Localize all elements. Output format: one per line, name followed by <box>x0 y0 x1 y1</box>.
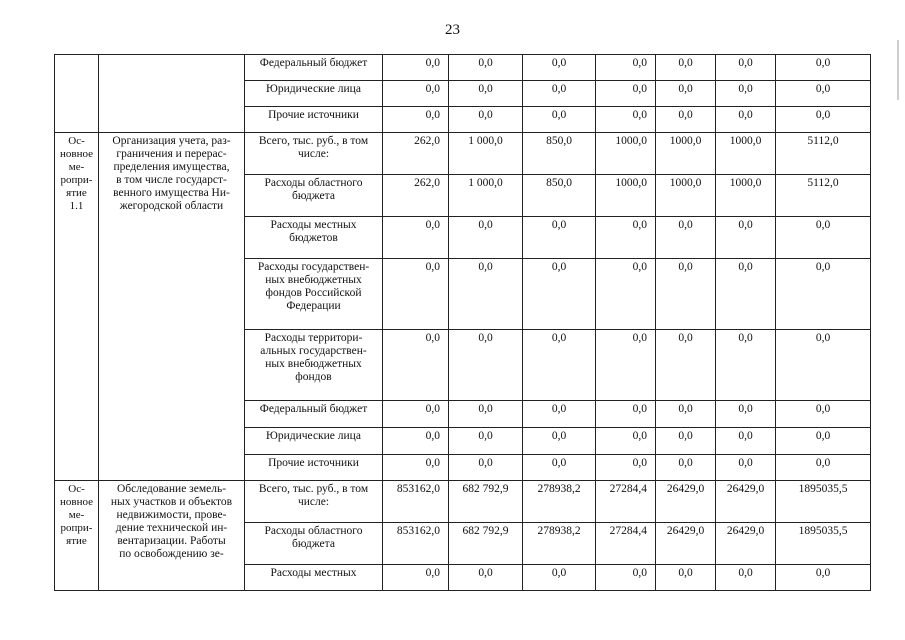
value-cell: 0,0 <box>716 428 776 455</box>
activity-type-cell <box>55 55 99 133</box>
scan-edge-mark <box>897 40 899 100</box>
value-cell: 0,0 <box>449 428 523 455</box>
value-cell: 1895035,5 <box>776 523 871 565</box>
value-cell: 0,0 <box>383 81 449 107</box>
table-row <box>55 481 871 523</box>
activity-name-cell <box>99 55 245 133</box>
value-cell: 0,0 <box>383 55 449 81</box>
value-cell: 0,0 <box>656 401 716 428</box>
budget-table <box>54 54 871 591</box>
value-cell: 0,0 <box>656 259 716 330</box>
value-cell: 0,0 <box>596 259 656 330</box>
value-cell: 0,0 <box>449 217 523 259</box>
value-cell: 0,0 <box>596 428 656 455</box>
value-cell: 262,0 <box>383 133 449 175</box>
value-cell: 26429,0 <box>656 481 716 523</box>
value-cell: 0,0 <box>596 565 656 591</box>
value-cell: 0,0 <box>656 217 716 259</box>
value-cell: 1 000,0 <box>449 175 523 217</box>
value-cell: 0,0 <box>383 565 449 591</box>
funding-source-cell: Юридические лица <box>245 81 383 107</box>
activity-name-cell: Организация учета, раз- граничения и перерас- пределения имущества, в том числе государст- венного имущества Ни- жегородской области <box>99 133 245 481</box>
value-cell: 0,0 <box>523 81 596 107</box>
value-cell: 0,0 <box>523 330 596 401</box>
funding-source-cell: Всего, тыс. руб., в том числе: <box>245 133 383 175</box>
value-cell: 0,0 <box>523 455 596 481</box>
value-cell: 27284,4 <box>596 481 656 523</box>
value-cell: 0,0 <box>383 455 449 481</box>
value-cell: 0,0 <box>449 81 523 107</box>
value-cell: 1000,0 <box>596 133 656 175</box>
funding-source-cell: Расходы государствен- ных внебюджетных фондов Российской Федерации <box>245 259 383 330</box>
value-cell: 0,0 <box>716 565 776 591</box>
value-cell: 0,0 <box>656 330 716 401</box>
activity-type-cell: Ос- новное ме- ропри- ятие 1.1 <box>55 133 99 481</box>
value-cell: 0,0 <box>596 217 656 259</box>
value-cell: 0,0 <box>596 107 656 133</box>
value-cell: 0,0 <box>523 55 596 81</box>
value-cell: 0,0 <box>656 81 716 107</box>
value-cell: 0,0 <box>716 401 776 428</box>
value-cell: 0,0 <box>716 81 776 107</box>
value-cell: 26429,0 <box>716 523 776 565</box>
value-cell: 1000,0 <box>656 175 716 217</box>
value-cell: 0,0 <box>656 565 716 591</box>
funding-source-cell: Расходы областного бюджета <box>245 175 383 217</box>
value-cell: 682 792,9 <box>449 523 523 565</box>
value-cell: 0,0 <box>716 107 776 133</box>
value-cell: 0,0 <box>523 401 596 428</box>
value-cell: 853162,0 <box>383 481 449 523</box>
page-number: 23 <box>445 22 460 38</box>
value-cell: 0,0 <box>523 428 596 455</box>
funding-source-cell: Прочие источники <box>245 455 383 481</box>
value-cell: 0,0 <box>776 107 871 133</box>
value-cell: 0,0 <box>383 217 449 259</box>
value-cell: 278938,2 <box>523 523 596 565</box>
value-cell: 0,0 <box>656 107 716 133</box>
value-cell: 0,0 <box>383 107 449 133</box>
value-cell: 0,0 <box>656 455 716 481</box>
funding-source-cell: Федеральный бюджет <box>245 401 383 428</box>
value-cell: 0,0 <box>656 428 716 455</box>
value-cell: 0,0 <box>449 401 523 428</box>
value-cell: 1000,0 <box>656 133 716 175</box>
value-cell: 0,0 <box>596 81 656 107</box>
value-cell: 0,0 <box>596 55 656 81</box>
funding-source-cell: Юридические лица <box>245 428 383 455</box>
value-cell: 0,0 <box>383 259 449 330</box>
value-cell: 5112,0 <box>776 133 871 175</box>
value-cell: 0,0 <box>449 107 523 133</box>
value-cell: 0,0 <box>716 455 776 481</box>
value-cell: 0,0 <box>776 259 871 330</box>
value-cell: 0,0 <box>383 330 449 401</box>
value-cell: 278938,2 <box>523 481 596 523</box>
value-cell: 26429,0 <box>656 523 716 565</box>
value-cell: 0,0 <box>716 330 776 401</box>
value-cell: 0,0 <box>716 259 776 330</box>
value-cell: 0,0 <box>776 455 871 481</box>
value-cell: 0,0 <box>449 455 523 481</box>
value-cell: 0,0 <box>523 217 596 259</box>
value-cell: 853162,0 <box>383 523 449 565</box>
value-cell: 0,0 <box>596 455 656 481</box>
value-cell: 0,0 <box>383 428 449 455</box>
value-cell: 0,0 <box>523 565 596 591</box>
value-cell: 0,0 <box>656 55 716 81</box>
value-cell: 26429,0 <box>716 481 776 523</box>
funding-source-cell: Федеральный бюджет <box>245 55 383 81</box>
activity-name-cell: Обследование земель- ных участков и объектов недвижимости, прове- дение технической ин- вентаризации. Работы по освобождению зе- <box>99 481 245 591</box>
value-cell: 0,0 <box>776 401 871 428</box>
value-cell: 0,0 <box>776 55 871 81</box>
value-cell: 1000,0 <box>716 175 776 217</box>
funding-source-cell: Расходы местных бюджетов <box>245 217 383 259</box>
value-cell: 0,0 <box>449 330 523 401</box>
value-cell: 0,0 <box>716 217 776 259</box>
funding-source-cell: Расходы территори- альных государствен- ных внебюджетных фондов <box>245 330 383 401</box>
value-cell: 1000,0 <box>596 175 656 217</box>
value-cell: 0,0 <box>523 107 596 133</box>
funding-source-cell: Расходы местных <box>245 565 383 591</box>
value-cell: 0,0 <box>449 55 523 81</box>
table-row <box>55 55 871 81</box>
activity-type-cell: Ос- новное ме- ропри- ятие <box>55 481 99 591</box>
value-cell: 0,0 <box>449 259 523 330</box>
value-cell: 0,0 <box>596 330 656 401</box>
value-cell: 262,0 <box>383 175 449 217</box>
value-cell: 0,0 <box>776 565 871 591</box>
value-cell: 682 792,9 <box>449 481 523 523</box>
value-cell: 0,0 <box>776 81 871 107</box>
value-cell: 1895035,5 <box>776 481 871 523</box>
value-cell: 1000,0 <box>716 133 776 175</box>
value-cell: 0,0 <box>716 55 776 81</box>
value-cell: 1 000,0 <box>449 133 523 175</box>
value-cell: 0,0 <box>776 428 871 455</box>
value-cell: 27284,4 <box>596 523 656 565</box>
value-cell: 0,0 <box>596 401 656 428</box>
value-cell: 850,0 <box>523 133 596 175</box>
value-cell: 0,0 <box>776 217 871 259</box>
value-cell: 850,0 <box>523 175 596 217</box>
value-cell: 0,0 <box>449 565 523 591</box>
funding-source-cell: Прочие источники <box>245 107 383 133</box>
value-cell: 0,0 <box>523 259 596 330</box>
value-cell: 0,0 <box>776 330 871 401</box>
value-cell: 0,0 <box>383 401 449 428</box>
funding-source-cell: Расходы областного бюджета <box>245 523 383 565</box>
funding-source-cell: Всего, тыс. руб., в том числе: <box>245 481 383 523</box>
table-row <box>55 133 871 175</box>
value-cell: 5112,0 <box>776 175 871 217</box>
